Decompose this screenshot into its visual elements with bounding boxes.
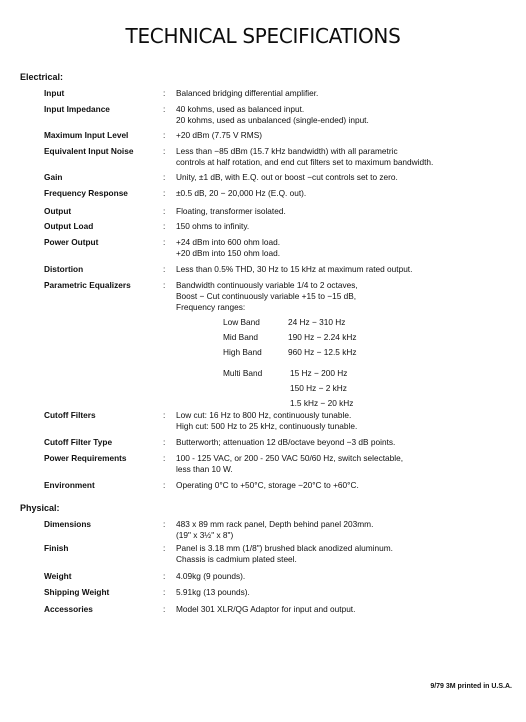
band-range: 960 Hz − 12.5 kHz — [288, 347, 357, 357]
spec-colon: : — [163, 280, 166, 290]
spec-value: Bandwidth continuously variable 1/4 to 2 octaves, Boost − Cut continuously variable +15 to −15 dB, Frequency ranges: — [176, 280, 358, 312]
spec-label: Input — [44, 88, 65, 98]
spec-value: Butterworth; attenuation 12 dB/octave beyond −3 dB points. — [176, 437, 396, 447]
spec-label: Output Load — [44, 221, 94, 231]
spec-label: Output — [44, 206, 72, 216]
band-range: 1.5 kHz − 20 kHz — [290, 398, 354, 408]
spec-label: Environment — [44, 480, 95, 490]
spec-value: 483 x 89 mm rack panel, Depth behind panel 203mm. (19" x 3½" x 8") — [176, 519, 374, 540]
spec-colon: : — [163, 519, 166, 529]
spec-colon: : — [163, 437, 166, 447]
spec-label: Equivalent Input Noise — [44, 146, 134, 156]
section-heading-physical: Physical: — [20, 503, 60, 513]
spec-label: Distortion — [44, 264, 84, 274]
spec-value: Less than 0.5% THD, 30 Hz to 15 kHz at maximum rated output. — [176, 264, 413, 274]
spec-label: Accessories — [44, 604, 93, 614]
spec-colon: : — [163, 206, 166, 216]
spec-colon: : — [163, 264, 166, 274]
spec-colon: : — [163, 453, 166, 463]
section-heading-electrical: Electrical: — [20, 72, 64, 82]
spec-colon: : — [163, 587, 166, 597]
band-name: Multi Band — [223, 368, 263, 378]
spec-colon: : — [163, 104, 166, 114]
spec-colon: : — [163, 188, 166, 198]
band-range: 190 Hz − 2.24 kHz — [288, 332, 357, 342]
spec-label: Frequency Response — [44, 188, 128, 198]
spec-label: Maximum Input Level — [44, 130, 129, 140]
spec-value: ±0.5 dB, 20 − 20,000 Hz (E.Q. out). — [176, 188, 307, 198]
spec-value: Low cut: 16 Hz to 800 Hz, continuously tunable. High cut: 500 Hz to 25 kHz, continuously tunable. — [176, 410, 358, 431]
band-range: 15 Hz − 200 Hz — [290, 368, 348, 378]
spec-label: Power Requirements — [44, 453, 127, 463]
band-name: Low Band — [223, 317, 260, 327]
spec-value: +24 dBm into 600 ohm load. +20 dBm into 150 ohm load. — [176, 237, 281, 258]
spec-value: Unity, ±1 dB, with E.Q. out or boost −cut controls set to zero. — [176, 172, 398, 182]
spec-label: Power Output — [44, 237, 99, 247]
spec-colon: : — [163, 410, 166, 420]
band-name: High Band — [223, 347, 262, 357]
spec-value: 150 ohms to infinity. — [176, 221, 250, 231]
spec-colon: : — [163, 130, 166, 140]
spec-label: Cutoff Filter Type — [44, 437, 113, 447]
footer-note: 9/79 3M printed in U.S.A. — [430, 683, 512, 690]
spec-colon: : — [163, 480, 166, 490]
band-range: 150 Hz − 2 kHz — [290, 383, 347, 393]
spec-value: Balanced bridging differential amplifier. — [176, 88, 319, 98]
spec-label: Input Impedance — [44, 104, 110, 114]
spec-colon: : — [163, 543, 166, 553]
spec-value: Operating 0°C to +50°C, storage −20°C to +60°C. — [176, 480, 359, 490]
spec-colon: : — [163, 571, 166, 581]
spec-value: 5.91kg (13 pounds). — [176, 587, 250, 597]
spec-value: +20 dBm (7.75 V RMS) — [176, 130, 262, 140]
spec-colon: : — [163, 172, 166, 182]
spec-label: Finish — [44, 543, 69, 553]
spec-value: Floating, transformer isolated. — [176, 206, 286, 216]
spec-value: Less than −85 dBm (15.7 kHz bandwidth) with all parametric controls at half rotation, and end cut filters set to maximum bandwidth. — [176, 146, 434, 167]
spec-value: 4.09kg (9 pounds). — [176, 571, 246, 581]
spec-value: 40 kohms, used as balanced input. 20 kohms, used as unbalanced (single-ended) input. — [176, 104, 369, 125]
spec-value: Panel is 3.18 mm (1/8") brushed black anodized aluminum. Chassis is cadmium plated steel. — [176, 543, 393, 564]
spec-label: Weight — [44, 571, 72, 581]
spec-label: Shipping Weight — [44, 587, 110, 597]
spec-value: Model 301 XLR/QG Adaptor for input and output. — [176, 604, 356, 614]
spec-colon: : — [163, 604, 166, 614]
page-title: TECHNICAL SPECIFICATIONS — [125, 24, 401, 48]
spec-colon: : — [163, 221, 166, 231]
spec-label: Gain — [44, 172, 63, 182]
spec-value: 100 - 125 VAC, or 200 - 250 VAC 50/60 Hz, switch selectable, less than 10 W. — [176, 453, 404, 474]
spec-colon: : — [163, 237, 166, 247]
band-name: Mid Band — [223, 332, 259, 342]
spec-colon: : — [163, 88, 166, 98]
spec-label: Cutoff Filters — [44, 410, 96, 420]
spec-colon: : — [163, 146, 166, 156]
spec-label: Parametric Equalizers — [44, 280, 131, 290]
band-range: 24 Hz − 310 Hz — [288, 317, 346, 327]
spec-label: Dimensions — [44, 519, 92, 529]
